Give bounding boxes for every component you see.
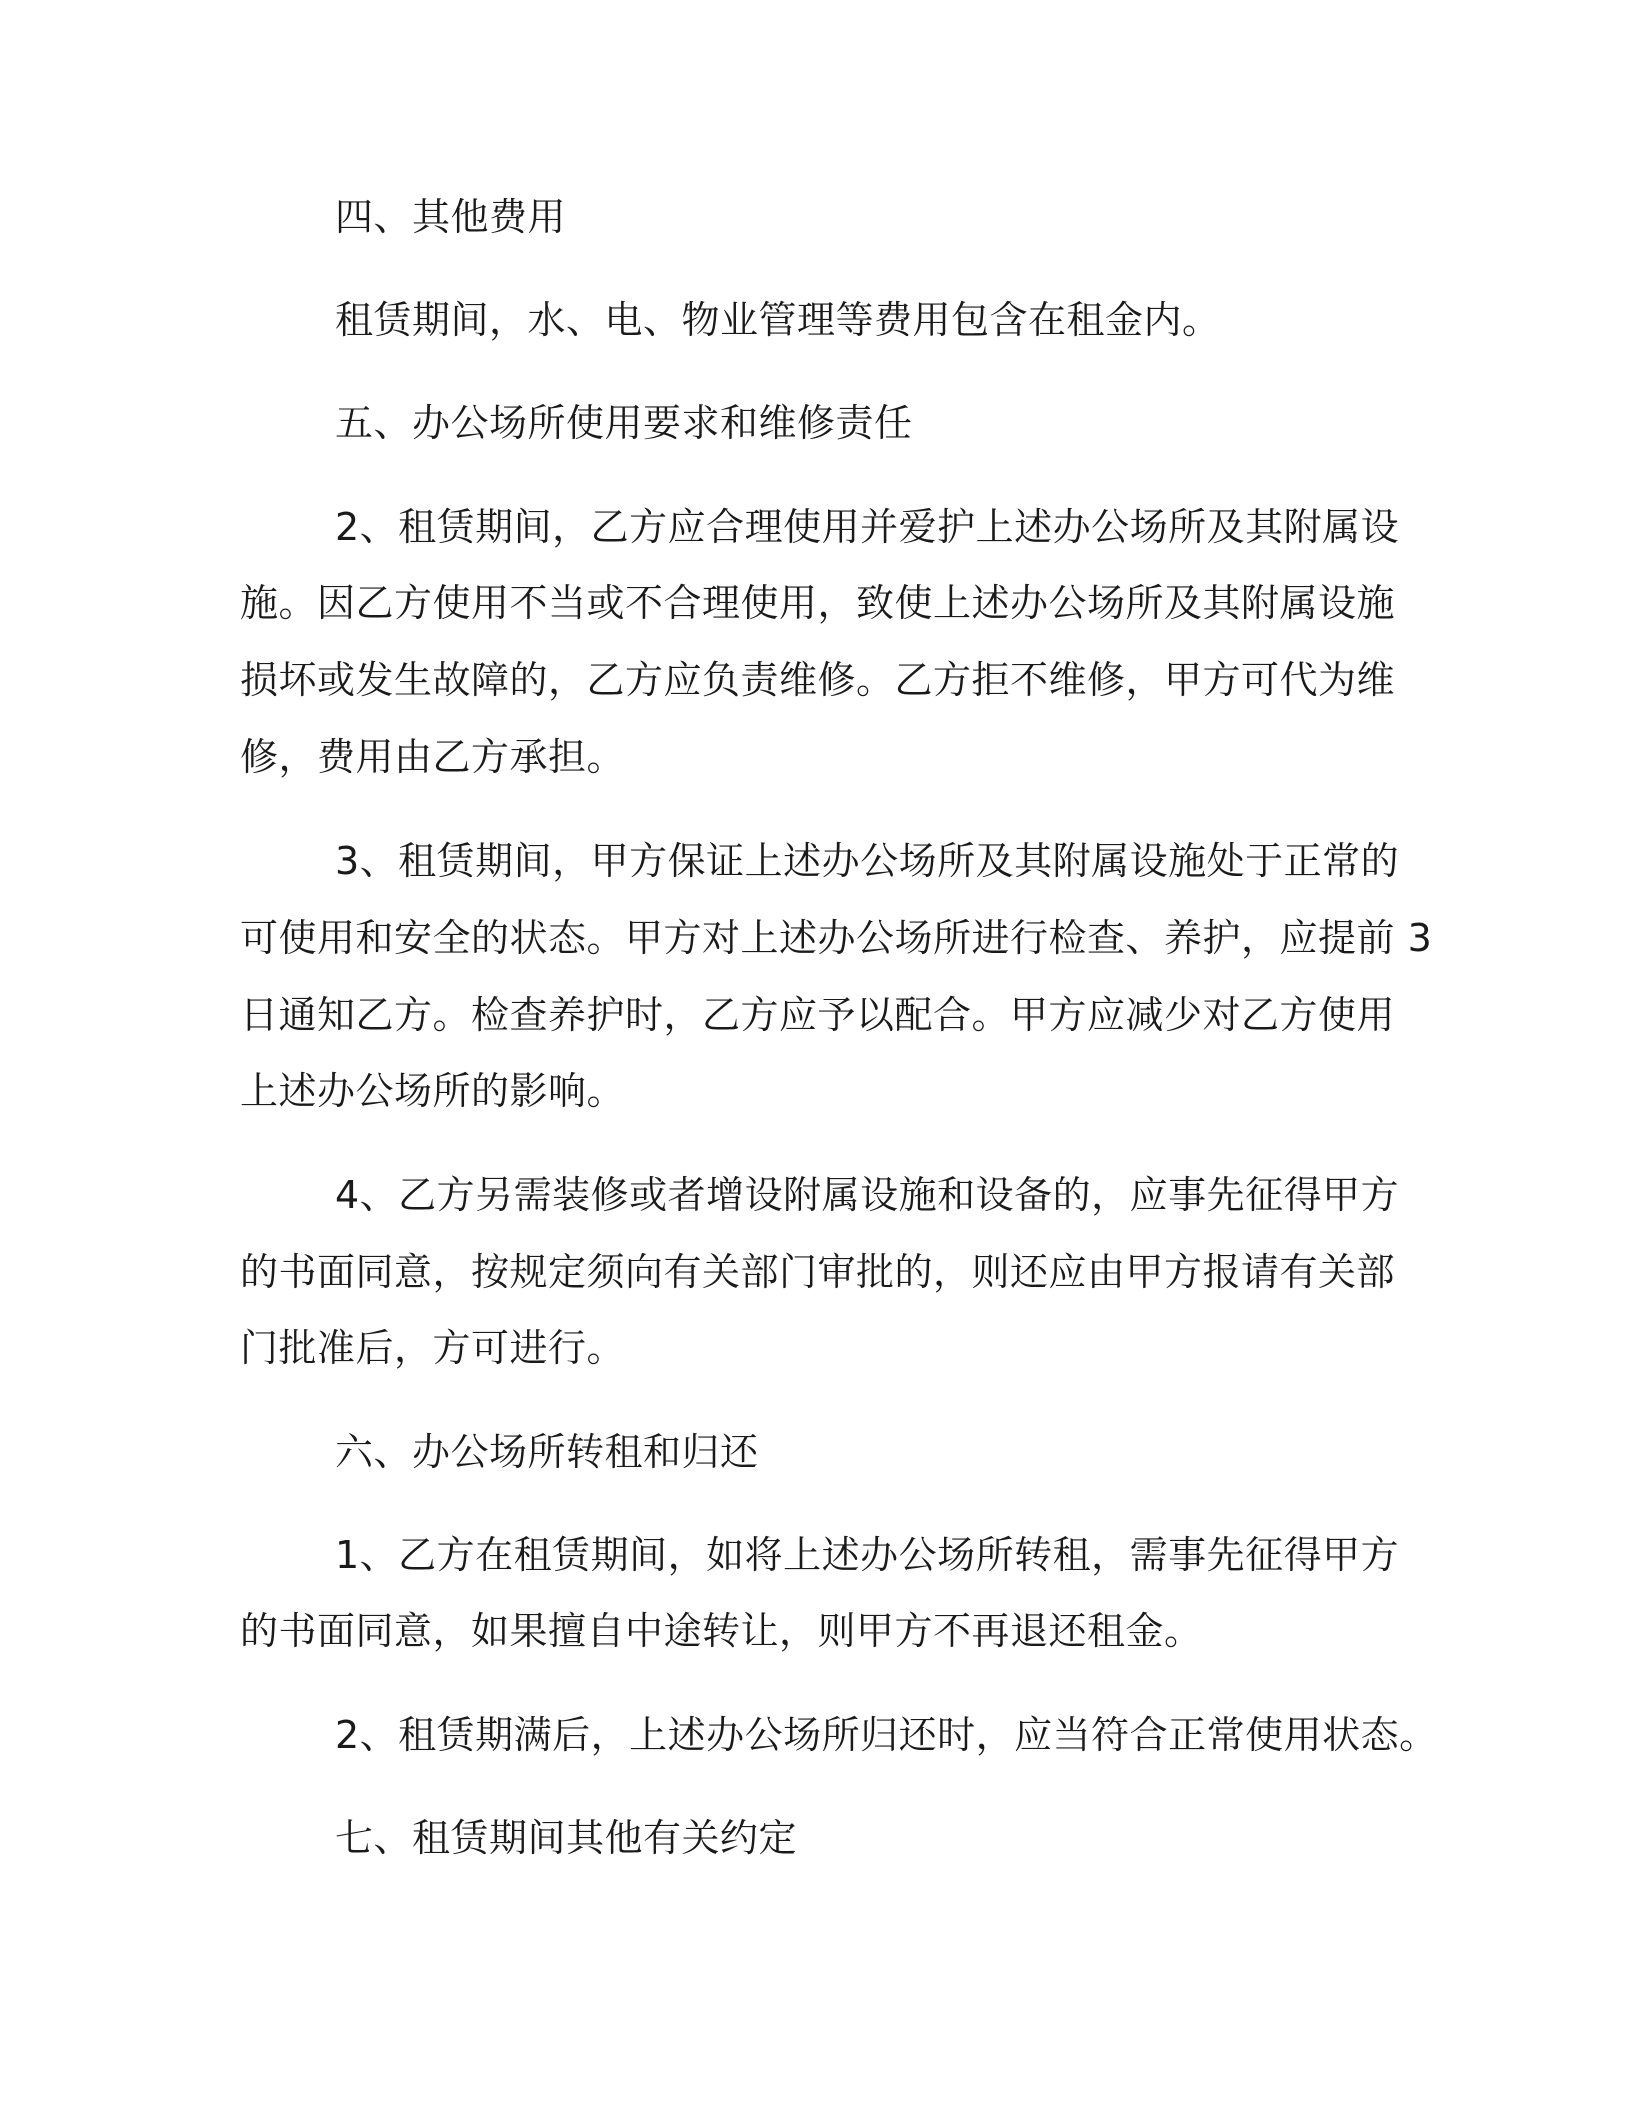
paragraph-line: 的书面同意，如果擅自中途转让，则甲方不再退还租金。	[240, 1609, 1203, 1653]
paragraph-line: 施。因乙方使用不当或不合理使用，致使上述办公场所及其附属设施	[240, 581, 1396, 625]
paragraph-line: 的书面同意，按规定须向有关部门审批的，则还应由甲方报请有关部	[240, 1250, 1396, 1294]
paragraph-line: 损坏或发生故障的，乙方应负责维修。乙方拒不维修，甲方可代为维	[240, 658, 1396, 702]
section-heading-5: 五、办公场所使用要求和维修责任	[335, 401, 913, 445]
paragraph-line: 租赁期间，水、电、物业管理等费用包含在租金内。	[335, 298, 1221, 342]
section-heading-4: 四、其他费用	[335, 195, 567, 239]
paragraph-line: 修，费用由乙方承担。	[240, 735, 626, 779]
section-heading-7: 七、租赁期间其他有关约定	[335, 1816, 798, 1860]
paragraph-line: 1、乙方在租赁期间，如将上述办公场所转租，需事先征得甲方	[335, 1533, 1400, 1577]
paragraph-line: 可使用和安全的状态。甲方对上述办公场所进行检查、养护，应提前 3	[240, 916, 1433, 960]
paragraph-line: 2、租赁期满后，上述办公场所归还时，应当符合正常使用状态。	[335, 1713, 1438, 1757]
paragraph-line: 上述办公场所的影响。	[240, 1069, 626, 1113]
paragraph-line: 2、租赁期间，乙方应合理使用并爱护上述办公场所及其附属设	[335, 505, 1400, 549]
paragraph-line: 日通知乙方。检查养护时，乙方应予以配合。甲方应减少对乙方使用	[240, 993, 1396, 1037]
section-heading-6: 六、办公场所转租和归还	[335, 1430, 759, 1474]
paragraph-line: 3、租赁期间，甲方保证上述办公场所及其附属设施处于正常的	[335, 839, 1400, 883]
paragraph-line: 门批准后，方可进行。	[240, 1326, 626, 1370]
paragraph-line: 4、乙方另需装修或者增设附属设施和设备的，应事先征得甲方	[335, 1173, 1400, 1217]
